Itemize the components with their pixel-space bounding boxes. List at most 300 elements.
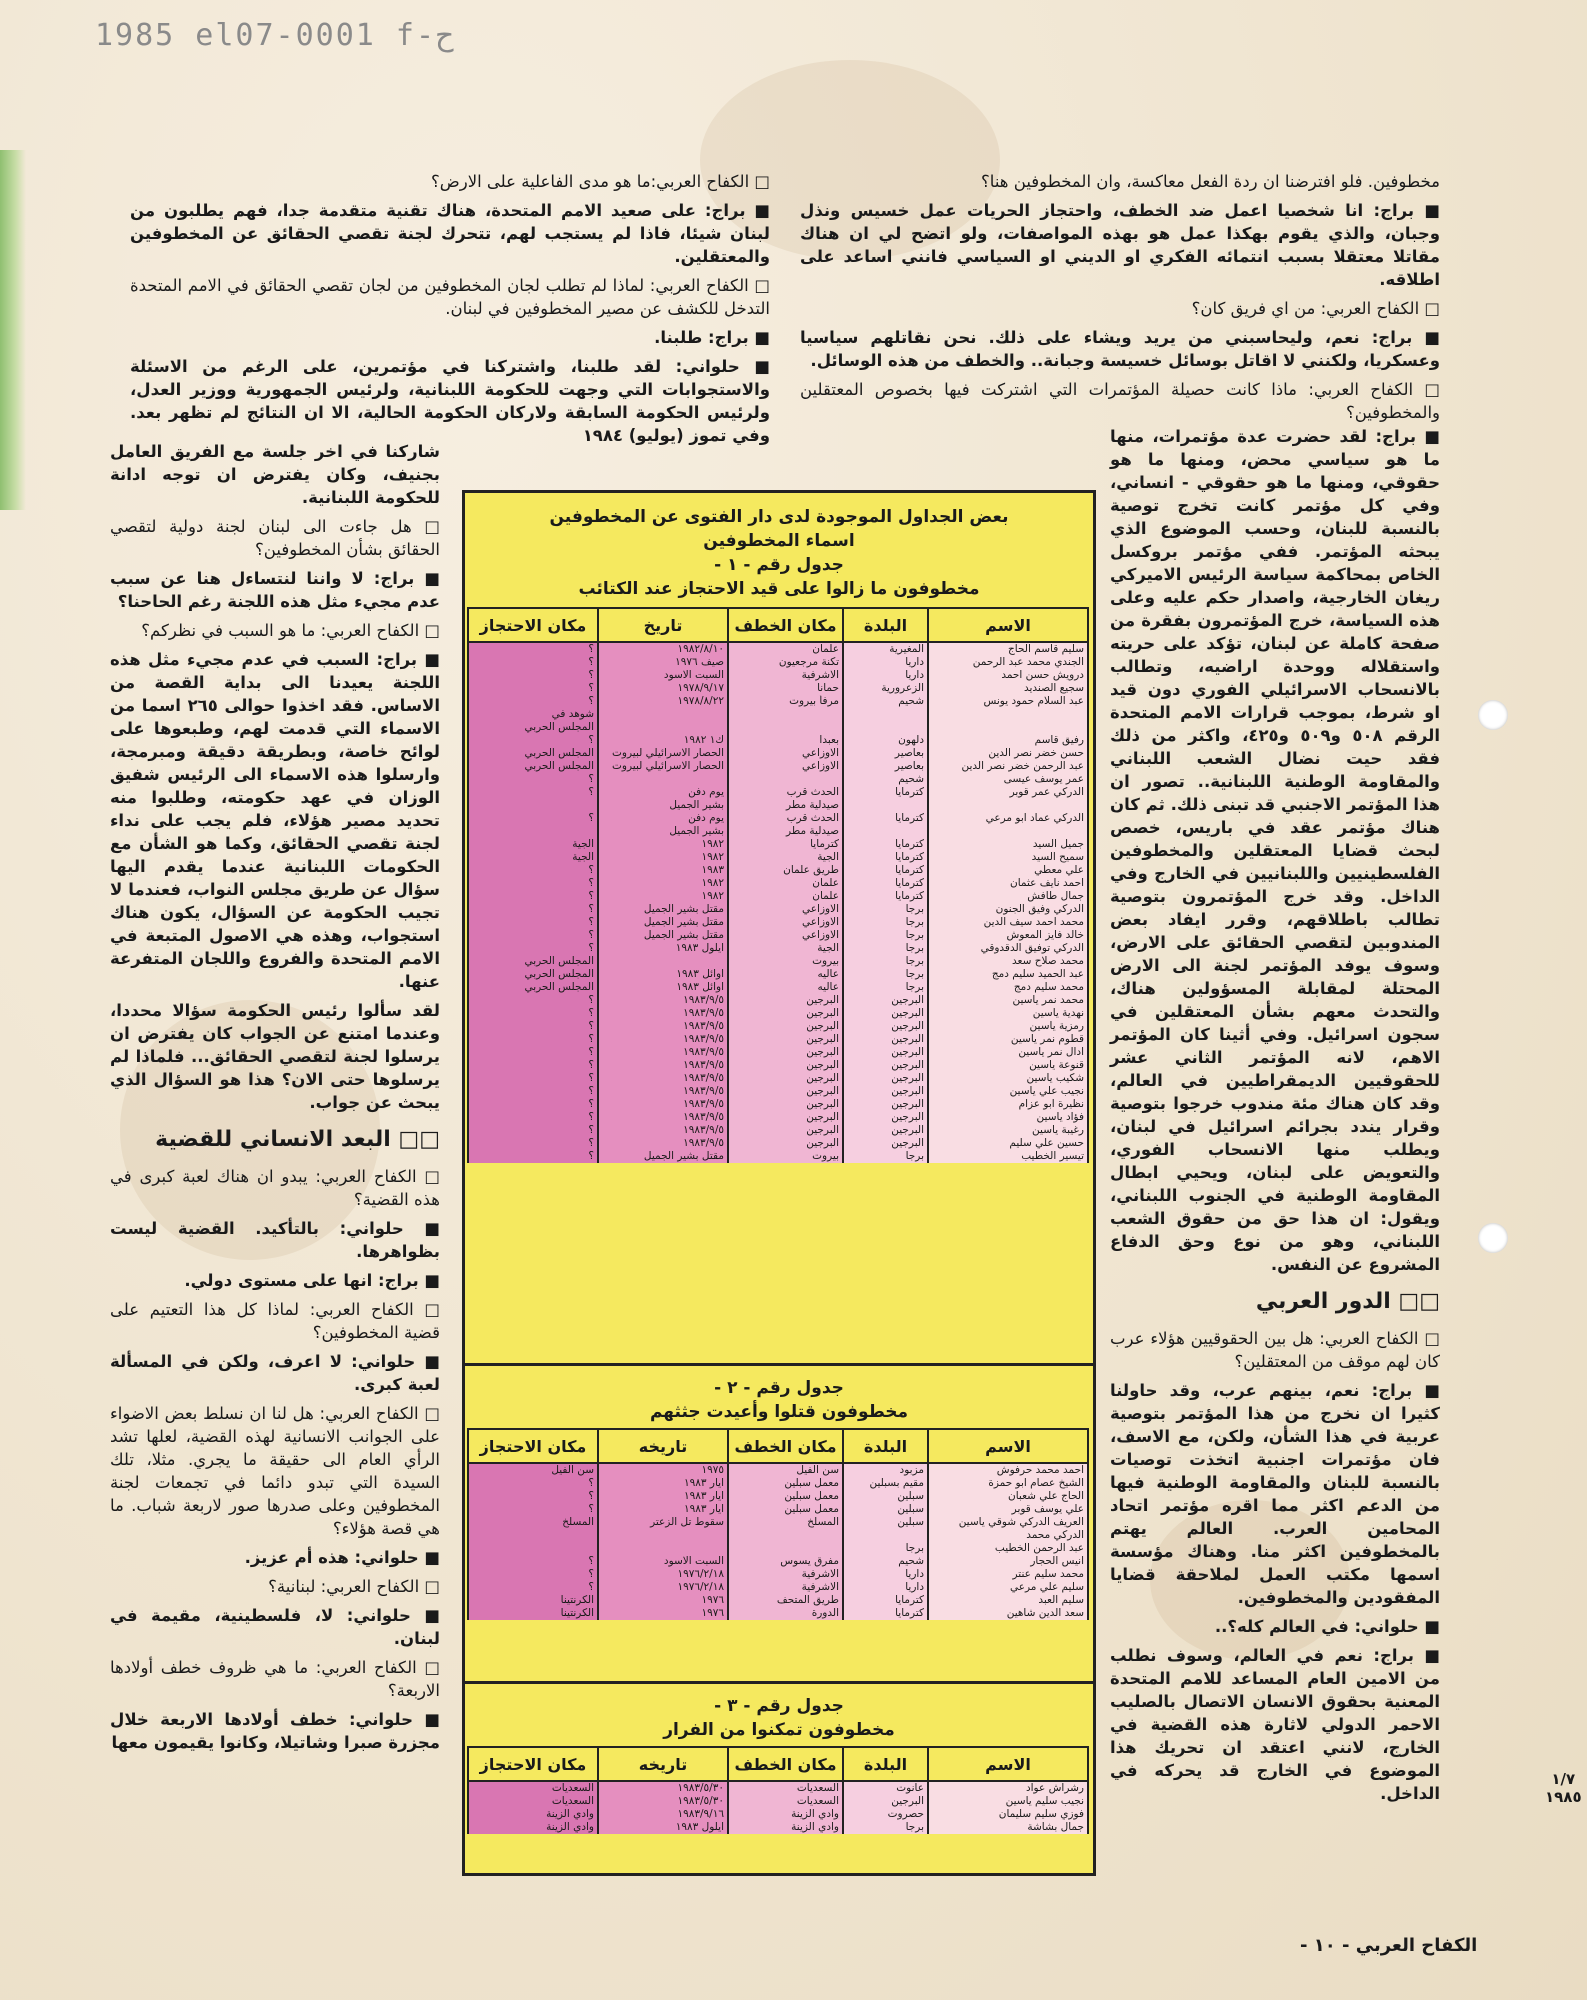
table-cell: الدركي وفيق الجنون bbox=[995, 903, 1084, 915]
punch-hole bbox=[1478, 700, 1508, 730]
table-cell: ؟ bbox=[588, 643, 594, 655]
table-cell: علي يوسف قوبر bbox=[1011, 1503, 1084, 1515]
table-cell: ؟ bbox=[588, 994, 594, 1006]
table-cell: ايار ١٩٨٣ bbox=[683, 1490, 724, 1502]
table-cell: ١٩٨٣/٩/٥ bbox=[683, 994, 724, 1006]
table-cell: محمد نمر ياسين bbox=[1012, 994, 1084, 1006]
table-cell: الدركي عمر قوبر bbox=[1009, 786, 1084, 798]
table-cell: ؟ bbox=[588, 1111, 594, 1123]
table-cell: فؤاد ياسين bbox=[1036, 1111, 1084, 1123]
table-cell: كترمايا bbox=[895, 812, 924, 824]
paragraph: شاركنا في اخر جلسة مع الفريق العامل بجنيف، وكان يفترض ان توجه ادانة للحكومة اللبنانية. bbox=[110, 442, 440, 507]
column-header: تاريخه bbox=[598, 1429, 728, 1463]
table-cell: جمال بشاشة bbox=[1027, 1821, 1084, 1833]
box-title: بعض الجداول الموجودة لدى دار الفتوى عن المخطوفين bbox=[549, 507, 1009, 527]
table-cell: الجية bbox=[817, 942, 839, 954]
table-1-label: جدول رقم - ١ - bbox=[714, 555, 844, 575]
table-cell: الجندي محمد عبد الرحمن bbox=[972, 656, 1084, 668]
side-date bbox=[1545, 1770, 1582, 1806]
paragraph: □ الكفاح العربي: هل لنا ان نسلط بعض الاضواء على الجوانب الانسانية لهذه القضية، لعلها تشد الرأي العام الى حقيقة ما يجري. مثلا، تلك السيدة التي تبدو دائما في تجمعات لجنة المخطوفين وعلى صدرها صور لاربعة شباب. ما هي قصة هؤلاء؟ bbox=[110, 1404, 440, 1538]
table-cell: مقتل بشير الجميل bbox=[643, 929, 724, 941]
table-cell bbox=[932, 708, 1084, 721]
table-cell: ؟ bbox=[588, 903, 594, 915]
table-cell: المجلس الحربي bbox=[524, 981, 594, 993]
column-cells bbox=[598, 1781, 728, 1834]
table-cell: علمان bbox=[812, 643, 839, 655]
table-cell: الدركي توفيق الدقدوقي bbox=[980, 942, 1084, 954]
table-cell: ؟ bbox=[588, 1059, 594, 1071]
table-cell: حصروت bbox=[887, 1808, 924, 1820]
table-cell: ؟ bbox=[588, 812, 594, 824]
table-cell: برجا bbox=[905, 981, 924, 993]
table-cell: البرجين bbox=[891, 1137, 924, 1149]
table-cell: كترمايا bbox=[895, 1607, 924, 1619]
table-cell: مقتل بشير الجميل bbox=[643, 916, 724, 928]
table-cell: تكنة مرجعيون bbox=[778, 656, 839, 668]
table-cell: البرجين bbox=[891, 1085, 924, 1097]
handwritten-reference: 1985 el07-0001 f-ح bbox=[95, 18, 455, 53]
table-cell: كترمايا bbox=[895, 838, 924, 850]
paragraph: □ الكفاح العربي:ما هو مدى الفاعلية على الارض؟ bbox=[431, 172, 770, 191]
table-3-caption: مخطوفون تمكنوا من الفرار bbox=[663, 1720, 895, 1740]
table-cell: نجيب سليم ياسين bbox=[1005, 1795, 1084, 1807]
table-cell: ؟ bbox=[588, 916, 594, 928]
paragraph: ■ براج: لقد حضرت عدة مؤتمرات، منها ما هو سياسي محض، ومنها ما هو حقوقي، ومنها ما هو حقوقي - انساني، وفي كل مؤتمر كانت تخرج توصية بالنسبة للبنان، وحسب الموضوع الذي يبحثه المؤتمر. ففي مؤتمر بروكسل الخاص بمحاكمة سياسة الرئيس الاميركي ريغان الخارجية، واصدار حكم عليه وعلى هذه السياسة، خرج المؤتمرون بفقرة من صفحة كاملة عن لبنان، تؤكد على حريته واستقلاله ووحدة اراضيه، وتطالب بالانسحاب الاسرائيلي الفوري دون قيد او شرط، بموجب قرارات الامم المتحدة الرقم ٥٠٨ و٥٠٩ و٤٢٥، واكثر من ذلك فقد حيت نضال الشعب اللبناني والمقاومة الوطنية اللبنانية.. تصور ان هذا المؤتمر الاجنبي قد تبنى ذلك. ثم كان هناك مؤتمر عقد في باريس، خصص لبحث قضايا المعتقلين والمخطوفين الفلسطينيين واللبنانيين في الخارج وفي الداخل. وقد خرج المؤتمرون بتوصية تطالب باطلاقهم، وقرر ايفاد بعض المندوبين لتقصي الحقائق على الارض، وسوف يوفد المؤتمر لجنة الى الارض المحتلة لمقابلة المسؤولين هناك، والتحدث معهم بشأن المعتقلين في سجون اسرائيل. وفي أثينا كان المؤتمر الاهم، لانه المؤتمر الثاني عشر للحقوقيين الديمقراطيين في العالم، وقد كان هناك مئة مندوب خرجوا بتوصية وقرار يندد بجرائم اسرائيل في لبنان، ويطلب منها الانسحاب الفوري، والتعويض على لبنان، ويحيي ابطال المقاومة الوطنية في الجنوب اللبناني، ويقول: ان هذا حق من حقوق الشعب اللبناني، وهو من نوع وحق الدفاع المشروع عن النفس. bbox=[1110, 427, 1440, 1274]
table-cell: البرجين bbox=[891, 1020, 924, 1032]
table-cell bbox=[472, 825, 594, 838]
table-cell: ؟ bbox=[588, 1477, 594, 1489]
column-cells bbox=[598, 1463, 728, 1620]
table-cell: ؟ bbox=[588, 682, 594, 694]
table-cell: داريا bbox=[905, 1568, 924, 1580]
table-cell: وادي الزينة bbox=[546, 1808, 594, 1820]
table-cell: ؟ bbox=[588, 942, 594, 954]
paragraph: ■ براج: انها على مستوى دولي. bbox=[184, 1271, 440, 1290]
table-cell: السعديات bbox=[796, 1795, 839, 1807]
table-cell: ؟ bbox=[588, 1490, 594, 1502]
table-cell: ١٩٨٣/٩/٥ bbox=[683, 1059, 724, 1071]
column-header: البلدة bbox=[843, 1747, 928, 1781]
column-cells bbox=[728, 1463, 843, 1620]
table-cell: اوائل ١٩٨٣ bbox=[676, 968, 724, 980]
table-cell: خالد فايز المعوش bbox=[1006, 929, 1084, 941]
table-cell: البرجين bbox=[806, 1085, 839, 1097]
table-cell: عبد الحميد سليم دمج bbox=[991, 968, 1084, 980]
table-cell: صيدلية مطر bbox=[786, 825, 839, 837]
table-cell: عبد الرحمن الخطيب bbox=[994, 1542, 1084, 1554]
section-heading: □□ الدور العربي bbox=[1255, 1289, 1440, 1314]
table-cell: ١٩٨٣/٩/٥ bbox=[683, 1137, 724, 1149]
table-cell: الاوزاعي bbox=[802, 747, 839, 759]
table-cell: ؟ bbox=[588, 877, 594, 889]
table-cell bbox=[932, 825, 1084, 838]
table-cell: ؟ bbox=[588, 1581, 594, 1593]
table-cell: صيدلية مطر bbox=[786, 799, 839, 811]
table-cell: السعديات bbox=[796, 1782, 839, 1794]
paragraph: ■ حلواني: خطف أولادها الاربعة خلال مجزرة صبرا وشاتيلا، وكانوا يقيمون معها bbox=[110, 1710, 440, 1752]
table-cell: برجا bbox=[905, 955, 924, 967]
paragraph: □ الكفاح العربي: لماذا لم تطلب لجان المخطوفين من لجان تقصي الحقائق في الامم المتحدة التدخل للكشف عن مصير المخطوفين في لبنان. bbox=[130, 276, 770, 318]
table-cell: ؟ bbox=[588, 734, 594, 746]
table-cell: ١٩٨٢ bbox=[701, 877, 724, 889]
table-cell: مزبود bbox=[899, 1464, 924, 1476]
paragraph: □ الكفاح العربي: ما هو السبب في نظركم؟ bbox=[141, 621, 440, 640]
table-cell: الاوزاعي bbox=[802, 916, 839, 928]
table-cell: رشراش عواد bbox=[1025, 1782, 1084, 1794]
table-cell: ١٩٨٣/٥/٣٠ bbox=[677, 1795, 724, 1807]
column-cells bbox=[928, 642, 1088, 1163]
table-cell: ؟ bbox=[588, 890, 594, 902]
paragraph: ■ حلواني: في العالم كله؟.. bbox=[1214, 1617, 1440, 1636]
table-cell: مقتل بشير الجميل bbox=[643, 1150, 724, 1162]
table-cell: نظيرة ابو عزام bbox=[1018, 1098, 1084, 1110]
table-cell: رفيق قاسم bbox=[1034, 734, 1084, 746]
table-cell: بعاصير bbox=[894, 747, 924, 759]
table-cell: برجا bbox=[905, 942, 924, 954]
table-cell bbox=[847, 825, 924, 838]
side-date-year: ١٩٨٥ bbox=[1545, 1788, 1582, 1806]
table-cell: يوم دفن bbox=[688, 812, 724, 824]
table-cell: وادي الزينة bbox=[791, 1808, 839, 1820]
table-cell: ؟ bbox=[588, 669, 594, 681]
table-cell: قطوم نمر ياسين bbox=[1010, 1033, 1084, 1045]
table-cell bbox=[602, 773, 724, 786]
column-cells bbox=[728, 642, 843, 1163]
column-header: مكان الخطف bbox=[728, 1747, 843, 1781]
table-cell: علي معطي bbox=[1034, 864, 1084, 876]
table-cell: ؟ bbox=[588, 1137, 594, 1149]
table-cell: المجلس الحربي bbox=[524, 747, 594, 759]
table-cell: كترمايا bbox=[895, 877, 924, 889]
table-cell: سميح السيد bbox=[1031, 851, 1084, 863]
table-cell: عاليه bbox=[817, 981, 839, 993]
paragraph: مخطوفين. فلو افترضنا ان ردة الفعل معاكسة، وان المخطوفين هنا؟ bbox=[981, 172, 1440, 191]
table-cell: الكرنتينا bbox=[560, 1594, 594, 1606]
table-cell: كترمايا bbox=[895, 1594, 924, 1606]
table-cell: ايلول ١٩٨٣ bbox=[675, 942, 724, 954]
column-header: مكان الاحتجاز bbox=[468, 1747, 598, 1781]
table-cell: كترمايا bbox=[895, 890, 924, 902]
table-3 bbox=[467, 1746, 1089, 1834]
article-column-left bbox=[110, 440, 440, 1760]
paragraph: ■ حلواني: لا اعرف، ولكن في المسألة لعبة كبرى. bbox=[110, 1352, 440, 1394]
table-cell: المغيرية bbox=[889, 643, 924, 655]
table-cell: البرجين bbox=[806, 1020, 839, 1032]
table-cell: ؟ bbox=[588, 1033, 594, 1045]
table-cell: داريا bbox=[905, 1581, 924, 1593]
table-cell: البرجين bbox=[891, 1072, 924, 1084]
table-cell: محمد احمد سيف الدين bbox=[983, 916, 1084, 928]
table-cell: ١٩٧٨/٩/١٧ bbox=[677, 682, 724, 694]
table-cell: سليم علي مرعي bbox=[1009, 1581, 1084, 1593]
table-cell: الاشرفية bbox=[801, 669, 839, 681]
article-column-right-top bbox=[800, 170, 1440, 430]
table-cell: ؟ bbox=[588, 929, 594, 941]
table-cell: احمد نايف عثمان bbox=[1010, 877, 1084, 889]
table-cell: المجلس الحربي bbox=[524, 955, 594, 967]
column-header: تاريخ bbox=[598, 608, 728, 642]
table-cell: رغيبة ياسين bbox=[1032, 1124, 1084, 1136]
paragraph: ■ حلواني: لقد طلبنا، واشتركنا في مؤتمرين، على الرغم من الاسئلة والاستجوابات التي وجهت للحكومة اللبنانية، ولرئيس الجمهورية ووزير العدل، ولرئيس الحكومة السابقة ولاركان الحكومة الحالية، الا ان النتائج لم تظهر بعد. وفي تموز (يوليو) ١٩٨٤ bbox=[130, 357, 770, 445]
table-cell bbox=[602, 1529, 724, 1542]
table-cell: ١٩٧٦/٢/١٨ bbox=[677, 1568, 724, 1580]
table-cell bbox=[932, 721, 1084, 734]
paragraph: □ الكفاح العربي: من اي فريق كان؟ bbox=[1191, 299, 1440, 318]
table-cell: صيف ١٩٧٦ bbox=[675, 656, 724, 668]
table-cell: الزعرورية bbox=[881, 682, 924, 694]
table-cell: كترمايا bbox=[895, 864, 924, 876]
table-cell: السبت الاسود bbox=[663, 669, 724, 681]
table-cell: البرجين bbox=[891, 1007, 924, 1019]
side-date-day: ١/٧ bbox=[1551, 1770, 1576, 1788]
table-cell: السعديات bbox=[551, 1782, 594, 1794]
table-cell: الاشرفية bbox=[801, 1581, 839, 1593]
far-right-body-2 bbox=[1110, 1327, 1440, 1805]
column-header: مكان الخطف bbox=[728, 1429, 843, 1463]
table-cell: البرجين bbox=[806, 1007, 839, 1019]
table-cell: البرجين bbox=[806, 1059, 839, 1071]
table-cell: سبلين bbox=[897, 1503, 924, 1515]
table-cell: الدركي محمد bbox=[1026, 1529, 1084, 1541]
table-cell: حسين علي سليم bbox=[1009, 1137, 1084, 1149]
table-cell: المسلخ bbox=[562, 1516, 594, 1528]
table-cell: ؟ bbox=[588, 1085, 594, 1097]
table-cell: ؟ bbox=[588, 1555, 594, 1567]
paragraph: ■ براج: طلبنا. bbox=[654, 328, 770, 347]
table-cell: بشير الجميل bbox=[669, 825, 724, 837]
left-body bbox=[110, 440, 440, 1114]
paragraph: □ الكفاح العربي: يبدو ان هناك لعبة كبرى في هذه القضية؟ bbox=[110, 1167, 440, 1209]
table-cell bbox=[732, 1542, 839, 1555]
table-cell: عاليه bbox=[817, 968, 839, 980]
table-cell: سجيع الصنديد bbox=[1023, 682, 1084, 694]
table-cell: ١٩٨٢ bbox=[701, 838, 724, 850]
table-cell: ١٩٨٢ bbox=[701, 851, 724, 863]
table-cell: سقوط تل الزعتر bbox=[650, 1516, 724, 1528]
table-cell: ؟ bbox=[588, 1007, 594, 1019]
article-column-left-top bbox=[130, 170, 770, 453]
table-cell: بيروت bbox=[812, 955, 839, 967]
table-cell: ؟ bbox=[588, 1020, 594, 1032]
table-cell: اوائل ١٩٨٣ bbox=[676, 981, 724, 993]
table-cell: ١٩٨٣/٩/٥ bbox=[683, 1033, 724, 1045]
table-cell bbox=[602, 1542, 724, 1555]
table-cell: كترمايا bbox=[895, 786, 924, 798]
table-cell: ١٩٨٣/٥/٣٠ bbox=[677, 1782, 724, 1794]
table-cell bbox=[847, 799, 924, 812]
table-cell: المجلس الحربي bbox=[524, 721, 594, 733]
table-cell: بشير الجميل bbox=[669, 799, 724, 811]
column-cells bbox=[468, 1463, 598, 1620]
column-cells bbox=[468, 1781, 598, 1834]
table-cell: وادي الزينة bbox=[791, 1821, 839, 1833]
table-cell: ١٩٨٣/٩/٥ bbox=[683, 1007, 724, 1019]
table-cell: ١٩٨٢/٨/١٠ bbox=[677, 643, 724, 655]
table-cell: ادال نمر ياسين bbox=[1018, 1046, 1084, 1058]
table-cell: السعديات bbox=[551, 1795, 594, 1807]
paragraph: ■ حلواني: لا، فلسطينية، مقيمة في لبنان. bbox=[110, 1606, 440, 1648]
table-cell: مقيم بسبلين bbox=[869, 1477, 924, 1489]
table-cell: الشيخ عصام ابو حمزة bbox=[988, 1477, 1084, 1489]
table-cell: عبد الرحمن خضر نصر الدين bbox=[961, 760, 1084, 772]
kidnapped-tables-box bbox=[462, 490, 1096, 1876]
table-cell: ايلول ١٩٨٣ bbox=[675, 1821, 724, 1833]
table-cell: الجية bbox=[572, 838, 594, 850]
table-cell: البرجين bbox=[806, 1111, 839, 1123]
table-3-label: جدول رقم - ٣ - bbox=[714, 1696, 844, 1716]
table-cell bbox=[602, 955, 724, 968]
table-cell: برجا bbox=[905, 1821, 924, 1833]
table-cell: ١٩٨٣/٩/٥ bbox=[683, 1085, 724, 1097]
table-cell: ١٩٧٨/٨/٢٢ bbox=[677, 695, 724, 707]
table-cell: ١٩٨٣/٩/١٦ bbox=[677, 1808, 724, 1820]
table-cell: رمزية ياسين bbox=[1029, 1020, 1084, 1032]
table-cell: سليم العبد bbox=[1038, 1594, 1084, 1606]
table-cell: برجا bbox=[905, 1150, 924, 1162]
table-cell bbox=[602, 708, 724, 721]
table-cell bbox=[732, 708, 839, 721]
column-header: البلدة bbox=[843, 608, 928, 642]
table-2 bbox=[467, 1428, 1089, 1620]
table-cell: برجا bbox=[905, 903, 924, 915]
table-cell: البرجين bbox=[806, 994, 839, 1006]
table-cell: البرجين bbox=[891, 994, 924, 1006]
paragraph: ■ براج: نعم، وليحاسبني من يريد ويشاء على ذلك. نحن نقاتلهم سياسيا وعسكريا، ولكنني لا اقاتل بوسائل خسيسة وجبانة.. والخطف من هذه الوسائل. bbox=[800, 328, 1440, 370]
table-cell: الاوزاعي bbox=[802, 929, 839, 941]
table-cell: البرجين bbox=[891, 1124, 924, 1136]
column-cells bbox=[928, 1781, 1088, 1834]
table-cell bbox=[472, 1542, 594, 1555]
table-cell: عمر يوسف عيسى bbox=[1003, 773, 1084, 785]
column-cells bbox=[728, 1781, 843, 1834]
table-cell: عبد السلام حمود يونس bbox=[983, 695, 1084, 707]
table-cell: بعاصير bbox=[894, 760, 924, 772]
table-cell: ١٩٨٣/٩/٥ bbox=[683, 1072, 724, 1084]
table-cell bbox=[732, 773, 839, 786]
table-cell: سعد الدين شاهين bbox=[1006, 1607, 1084, 1619]
table-cell: ١٩٨٣ bbox=[701, 864, 724, 876]
table-cell: الاوزاعي bbox=[802, 760, 839, 772]
table-cell: الحاج علي شعبان bbox=[1008, 1490, 1084, 1502]
table-cell: نهدية ياسين bbox=[1032, 1007, 1084, 1019]
table-2-label: جدول رقم - ٢ - bbox=[714, 1378, 844, 1398]
paragraph: □ هل جاءت الى لبنان لجنة دولية لتقصي الحقائق بشأن المخطوفين؟ bbox=[110, 517, 440, 559]
table-cell: سبلين bbox=[897, 1490, 924, 1502]
paper-edge bbox=[0, 150, 26, 510]
table-cell: ١٩٧٦/٢/١٨ bbox=[677, 1581, 724, 1593]
table-cell: البرجين bbox=[891, 1046, 924, 1058]
table-cell: الحدث قرب bbox=[786, 812, 839, 824]
punch-hole bbox=[1478, 1223, 1508, 1253]
paragraph: لقد سألوا رئيس الحكومة سؤالا محددا، وعندما امتنع عن الجواب كان يفترض ان يرسلوا لجنة لتقصي الحقائق... فلماذا لم يرسلوها حتى الان؟ هذا هو السؤال الذي يبحث عن جواب. bbox=[110, 1001, 440, 1112]
table-cell: طريق المتحف bbox=[776, 1594, 839, 1606]
table-cell: نجيب علي ياسين bbox=[1009, 1085, 1084, 1097]
table-cell: معمل سبلين bbox=[784, 1503, 839, 1515]
table-cell: برجا bbox=[905, 1542, 924, 1554]
table-cell: يوم دفن bbox=[688, 786, 724, 798]
table-cell: ؟ bbox=[588, 1568, 594, 1580]
table-cell: سبلين bbox=[897, 1516, 924, 1528]
paragraph: ■ براج: لا واننا لنتساءل هنا عن سبب عدم مجيء مثل هذه اللجنة رغم الحاحنا؟ bbox=[110, 569, 440, 611]
table-cell: محمد سليم عنتر bbox=[1012, 1568, 1084, 1580]
paragraph: ■ براج: انا شخصيا اعمل ضد الخطف، واحتجاز الحريات عمل خسيس ونذل وجبان، والذي يقوم بهكذا عمل هو بهذه المواصفات، ولو اتضح لي ان هناك مقاتلا معتقلا بسبب انتمائه الفكري او الديني او السياسي فانني اساعد على اطلاقه. bbox=[800, 201, 1440, 289]
column-header: الاسم bbox=[928, 1429, 1088, 1463]
table-cell bbox=[732, 1529, 839, 1542]
table-cell: بيروت bbox=[812, 1150, 839, 1162]
table-cell: دلهون bbox=[898, 734, 924, 746]
table-cell: علمان bbox=[812, 877, 839, 889]
table-cell: سن الفيل bbox=[796, 1464, 839, 1476]
paragraph: □ الكفاح العربي: ماذا كانت حصيلة المؤتمرات التي اشتركت فيها بخصوص المعتقلين والمخطوفين؟ bbox=[800, 380, 1440, 422]
table-cell: البرجين bbox=[891, 1098, 924, 1110]
table-cell: بعبدا bbox=[819, 734, 839, 746]
table-cell: البرجين bbox=[891, 1111, 924, 1123]
table-cell: فوزي سليم سليمان bbox=[998, 1808, 1084, 1820]
table-cell bbox=[932, 799, 1084, 812]
table-cell bbox=[847, 721, 924, 734]
column-header: الاسم bbox=[928, 608, 1088, 642]
table-cell: ١٩٨٣/٩/٥ bbox=[683, 1124, 724, 1136]
table-cell: برجا bbox=[905, 968, 924, 980]
table-cell: ١٩٨٣/٩/٥ bbox=[683, 1046, 724, 1058]
table-cell: وادي الزينة bbox=[546, 1821, 594, 1833]
paragraph: □ الكفاح العربي: هل بين الحقوقيين هؤلاء عرب كان لهم موقف من المعتقلين؟ bbox=[1110, 1329, 1440, 1371]
table-cell: ايار ١٩٨٣ bbox=[683, 1503, 724, 1515]
article-column-far-right bbox=[1110, 425, 1440, 1811]
table-1-caption: مخطوفون ما زالوا على قيد الاحتجاز عند الكتائب bbox=[578, 579, 980, 599]
table-cell: حمانا bbox=[817, 682, 839, 694]
table-cell: ايار ١٩٨٣ bbox=[683, 1477, 724, 1489]
table-cell: حسن خضر نصر الدين bbox=[988, 747, 1084, 759]
table-cell: ١٩٧٦ bbox=[701, 1607, 724, 1619]
column-cells bbox=[843, 1781, 928, 1834]
table-cell: ١٩٨٣/٩/٥ bbox=[683, 1111, 724, 1123]
table-cell: معمل سبلين bbox=[784, 1490, 839, 1502]
table-cell: كترمايا bbox=[895, 851, 924, 863]
table-cell: الدركي عماد ابو مرعي bbox=[985, 812, 1084, 824]
table-cell: ١٩٨٢ bbox=[701, 890, 724, 902]
table-cell: الحدث قرب bbox=[786, 786, 839, 798]
table-cell: ك١ ١٩٨٢ bbox=[683, 734, 724, 746]
table-cell: سليم قاسم الحاج bbox=[1008, 643, 1084, 655]
table-cell: شحيم bbox=[898, 773, 924, 785]
column-header: مكان الخطف bbox=[728, 608, 843, 642]
table-cell: البرجين bbox=[806, 1033, 839, 1045]
table-cell: المسلخ bbox=[807, 1516, 839, 1528]
table-cell: سن الفيل bbox=[551, 1464, 594, 1476]
table-cell: كترمايا bbox=[810, 838, 839, 850]
paragraph: ■ براج: نعم في العالم، وسوف نطلب من الامين العام المساعد للامم المتحدة المعنية بحقوق الانسان الاتصال بالصليب الاحمر الدولي لاثارة هذه القضية في الخارج، لانني اعتقد ان تحريك هذا الموضوع في الخارج قد يحركه في الداخل. bbox=[1110, 1646, 1440, 1803]
table-cell: ؟ bbox=[588, 656, 594, 668]
table-cell: داريا bbox=[905, 656, 924, 668]
table-cell: ؟ bbox=[588, 1046, 594, 1058]
table-cell: البرجين bbox=[891, 1059, 924, 1071]
column-header: تاريخه bbox=[598, 1747, 728, 1781]
table-cell: الحصار الاسرائيلي لبيروت bbox=[612, 760, 724, 772]
table-cell: ١٩٨٣/٩/٥ bbox=[683, 1098, 724, 1110]
column-header: مكان الاحتجاز bbox=[468, 1429, 598, 1463]
paragraph: ■ حلواني: هذه أم عزيز. bbox=[244, 1548, 440, 1567]
table-cell bbox=[847, 708, 924, 721]
table-cell: ١٩٧٦ bbox=[701, 1594, 724, 1606]
table-cell: شحيم bbox=[898, 695, 924, 707]
table-cell: شحيم bbox=[898, 1555, 924, 1567]
table-cell: قنوعة ياسين bbox=[1029, 1059, 1084, 1071]
paragraph: □ الكفاح العربي: لبنانية؟ bbox=[268, 1577, 440, 1596]
table-1 bbox=[467, 607, 1089, 1163]
table-cell: البرجين bbox=[891, 1033, 924, 1045]
table-cell: ؟ bbox=[588, 1098, 594, 1110]
